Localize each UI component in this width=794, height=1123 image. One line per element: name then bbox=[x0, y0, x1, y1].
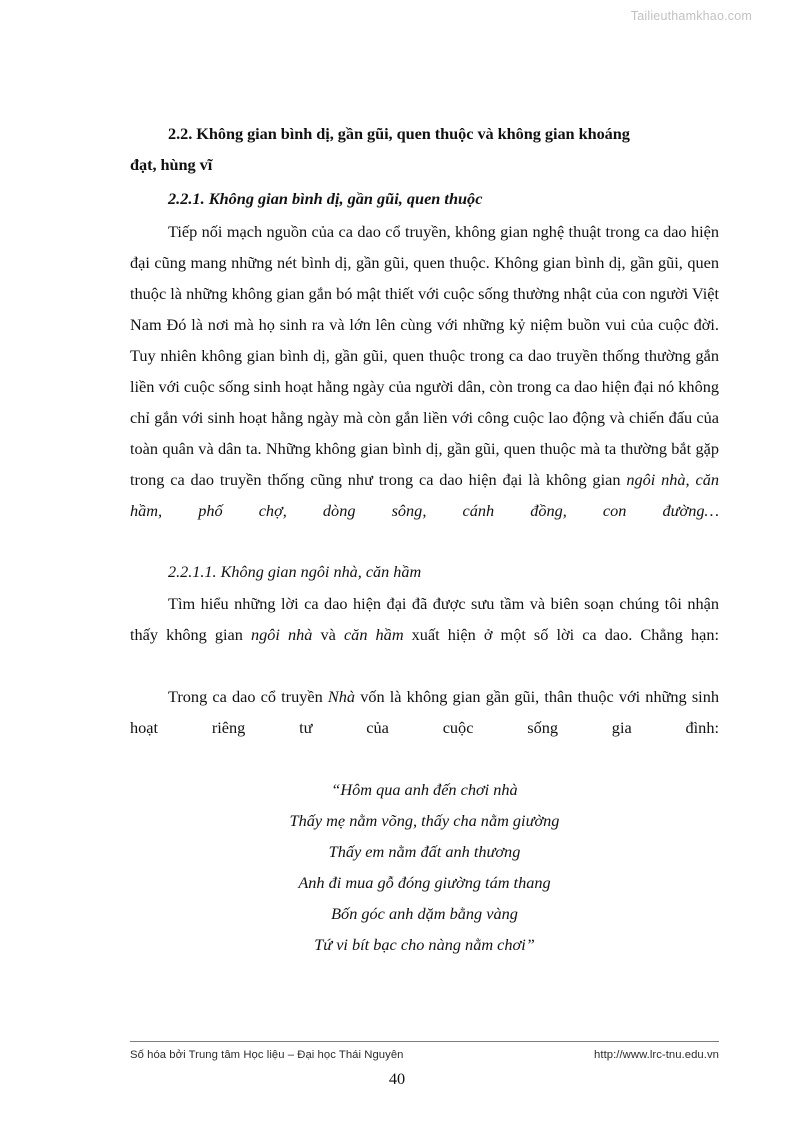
paragraph-quote-intro bbox=[130, 681, 719, 774]
poem-line: “Hôm qua anh đến chơi nhà bbox=[331, 780, 518, 799]
paragraph-intro-emphasis: ngôi nhà, căn hầm, phố chợ, dòng sông, cánh đồng, con đường… bbox=[130, 470, 719, 520]
document-text-column bbox=[130, 118, 719, 960]
paragraph-analysis-emphasis-1: ngôi nhà bbox=[250, 625, 313, 644]
poem-line: Anh đi mua gỗ đóng giường tám thang bbox=[298, 873, 551, 892]
poem-line: Thấy mẹ nằm võng, thấy cha nằm giường bbox=[289, 811, 560, 830]
paragraph-quote-intro-part1: Trong ca dao cổ truyền bbox=[168, 687, 328, 706]
poem-quote bbox=[130, 774, 719, 960]
page-number: 40 bbox=[388, 1069, 406, 1088]
footer-divider bbox=[130, 1041, 719, 1042]
page-footer bbox=[130, 1041, 719, 1061]
section-heading-2-2 bbox=[130, 118, 719, 180]
paragraph-intro bbox=[130, 216, 719, 557]
paragraph-analysis-part1: Tìm hiểu những lời ca dao hiện đại đã được sưu tầm và biên soạn chúng tôi nhận thấy không gian bbox=[130, 594, 719, 644]
poem-line: Thấy em nằm đất anh thương bbox=[328, 842, 521, 861]
subsubsection-heading-2-2-1-1: 2.2.1.1. Không gian ngôi nhà, căn hầm bbox=[168, 563, 422, 581]
paragraph-analysis-part2: và bbox=[312, 625, 344, 644]
subsection-heading-2-2-1: 2.2.1. Không gian bình dị, gần gũi, quen thuộc bbox=[168, 189, 483, 208]
footer-institution: Số hóa bởi Trung tâm Học liệu – Đại học Thái Nguyên bbox=[130, 1049, 404, 1061]
poem-line: Bốn góc anh dặm bằng vàng bbox=[331, 904, 518, 923]
paragraph-quote-intro-part2: vốn là không gian gần gũi, thân thuộc với những sinh hoạt riêng tư của cuộc sống gia đình: bbox=[130, 687, 719, 737]
paragraph-analysis-emphasis-2: căn hầm bbox=[343, 625, 404, 644]
section-heading-2-2-line2: đạt, hùng vĩ bbox=[130, 155, 213, 174]
poem-line: Tứ vi bít bạc cho nàng nằm chơi” bbox=[314, 935, 535, 954]
footer-row bbox=[130, 1049, 719, 1061]
paragraph-analysis-part3: xuất hiện ở một số lời ca dao. Chẳng hạn: bbox=[403, 625, 719, 644]
paragraph-quote-intro-emphasis: Nhà bbox=[327, 687, 356, 706]
watermark-text: Tailieuthamkhao.com bbox=[630, 9, 752, 23]
footer-url[interactable]: http://www.lrc-tnu.edu.vn bbox=[594, 1049, 719, 1061]
section-heading-2-2-line1: 2.2. Không gian bình dị, gần gũi, quen thuộc và không gian khoáng bbox=[168, 124, 630, 143]
paragraph-analysis bbox=[130, 588, 719, 681]
paragraph-intro-text: Tiếp nối mạch nguồn của ca dao cổ truyền, không gian nghệ thuật trong ca dao hiện đại cũng mang những nét bình dị, gần gũi, quen thuộc. Không gian bình dị, gần gũi, quen thuộc là những không gian gắn bó mật thiết với cuộc sống thường nhật của con người Việt Nam Đó là nơi mà họ sinh ra và lớn lên cùng với những kỷ niệm buồn vui của cuộc đời. Tuy nhiên không gian bình dị, gần gũi, quen thuộc trong ca dao truyền thống thường gắn liền với cuộc sống sinh hoạt hằng ngày của người dân, còn trong ca dao hiện đại nó không chỉ gắn với sinh hoạt hằng ngày mà còn gắn liền với công cuộc lao động và chiến đấu của toàn quân và dân ta. Những không gian bình dị, gần gũi, quen thuộc mà ta thường bắt gặp trong ca dao truyền thống cũng như trong ca dao hiện đại là không gian bbox=[130, 222, 719, 489]
